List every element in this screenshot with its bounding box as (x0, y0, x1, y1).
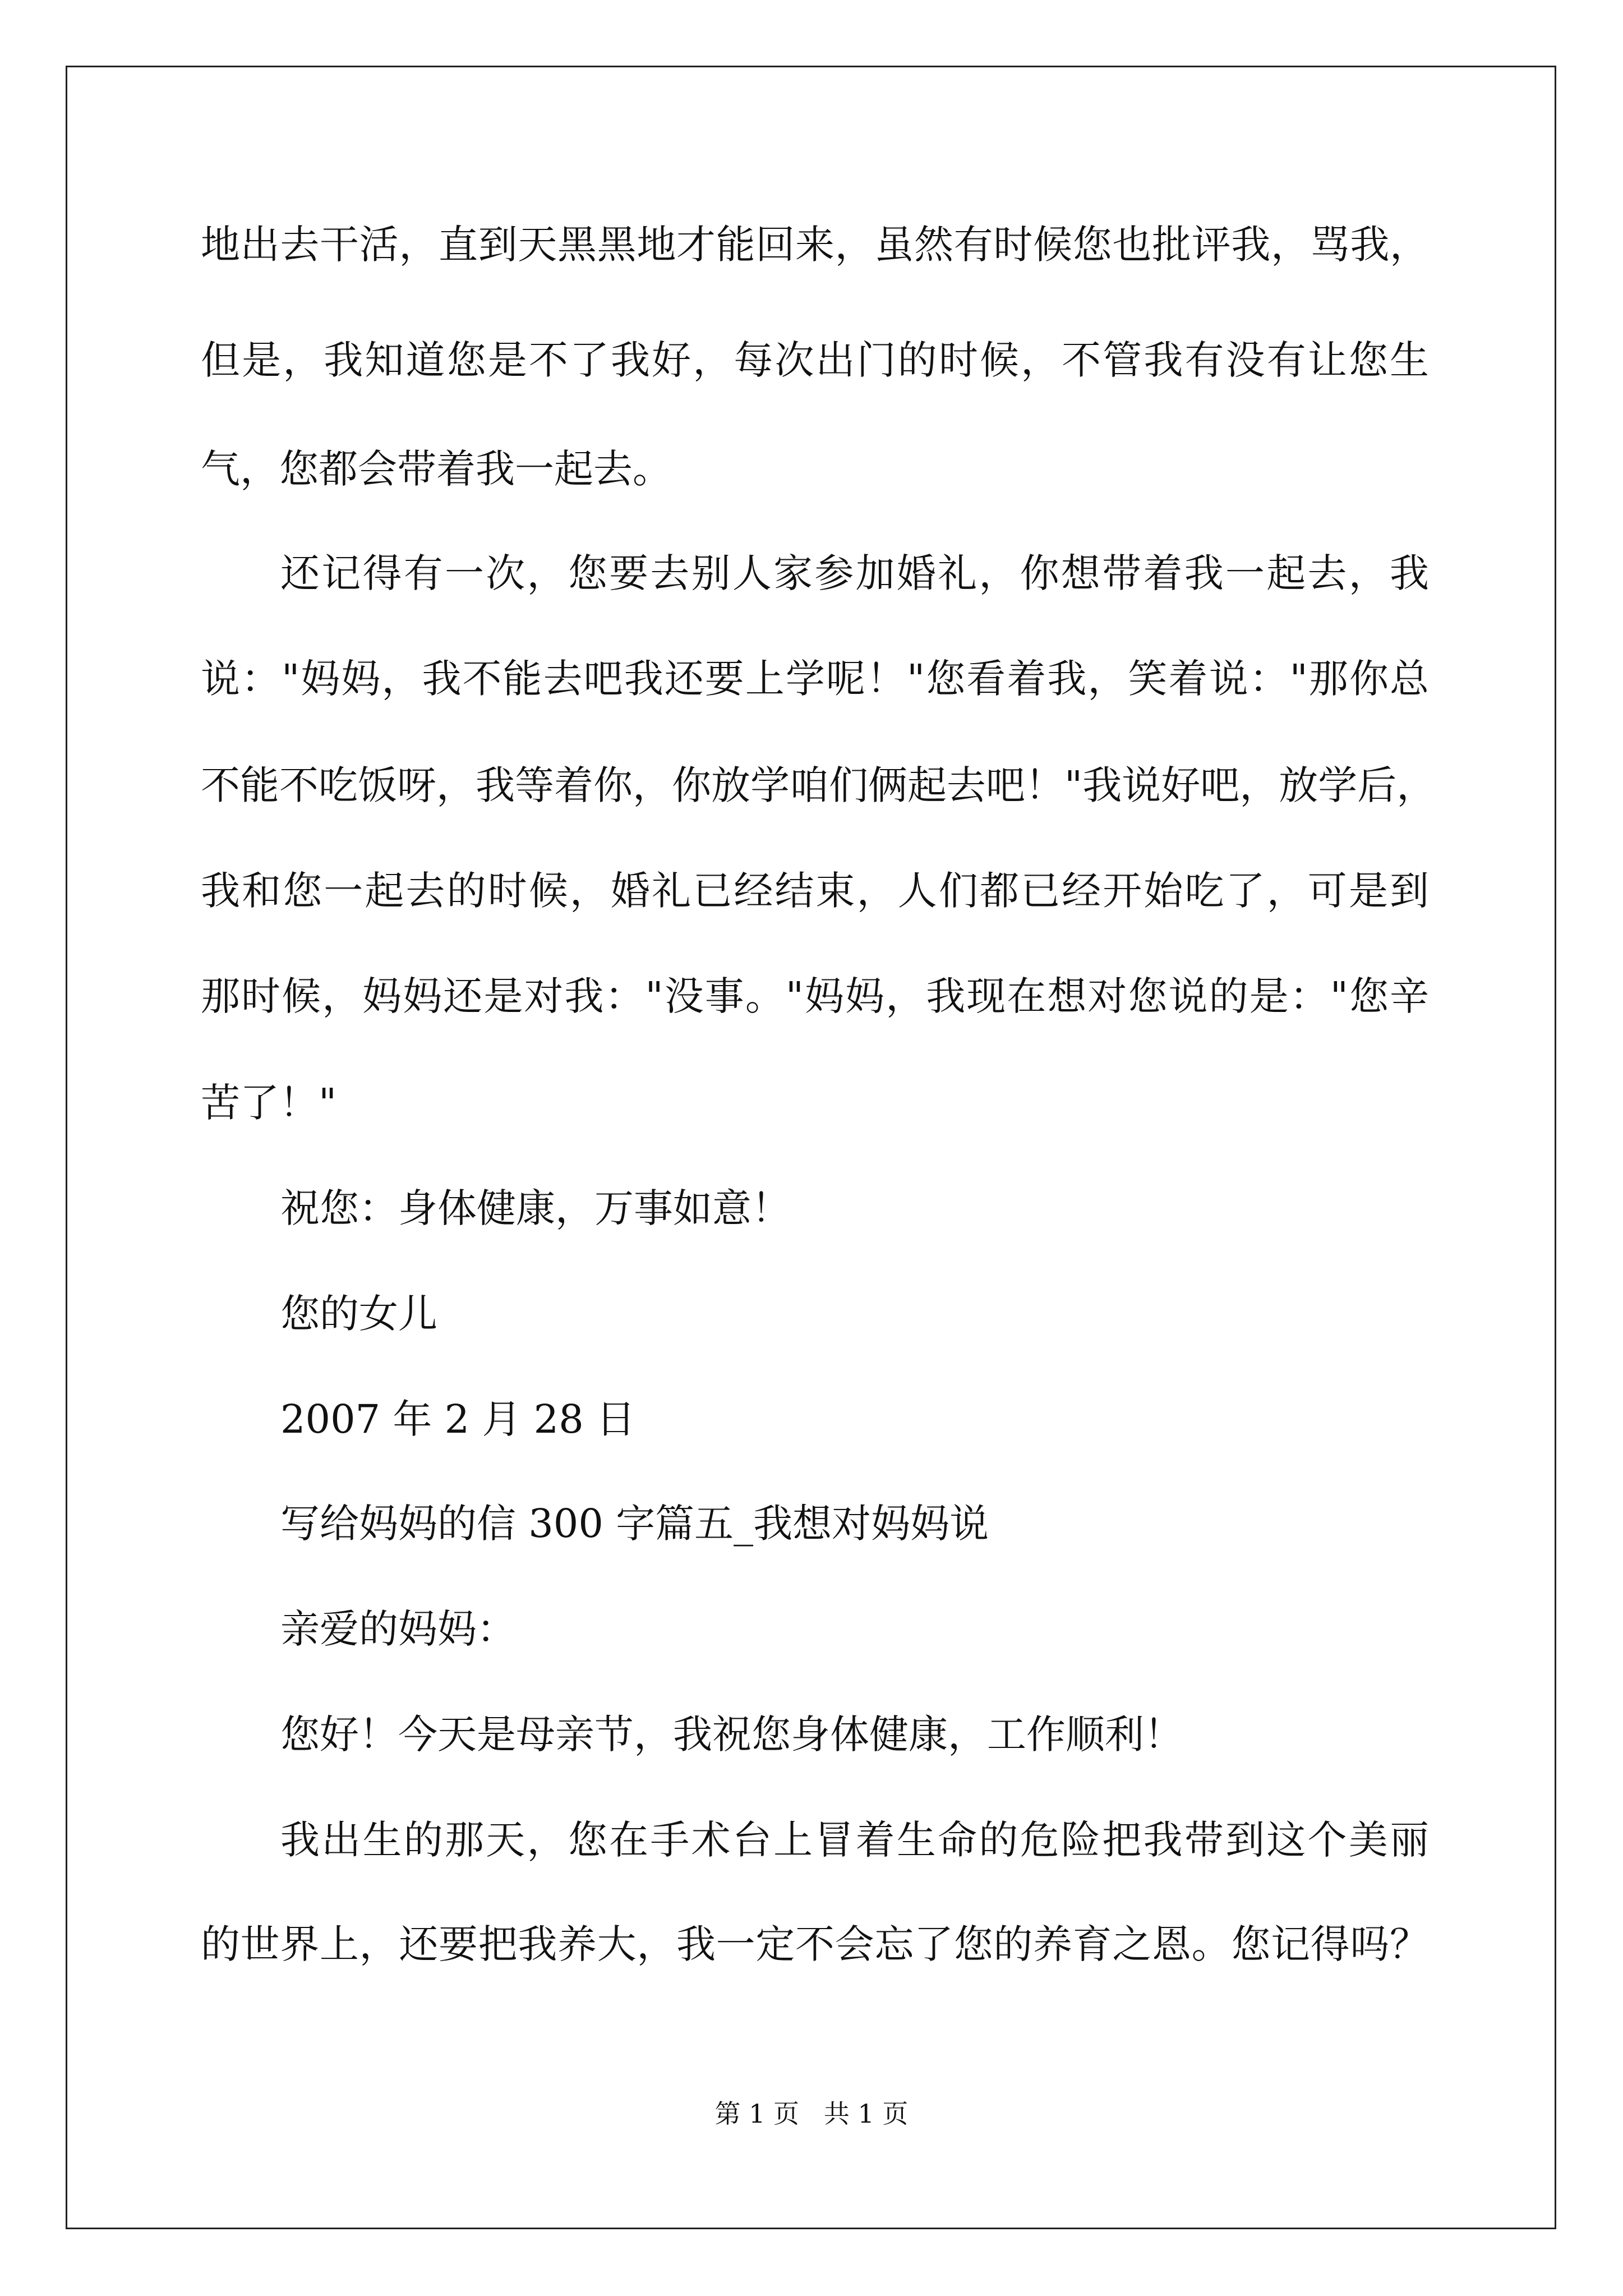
paragraph-line: 但是，我知道您是不了我好，每次出门的时候，不管我有没有让您生 (201, 337, 1429, 383)
paragraph-line: 不能不吃饭呀，我等着你，你放学咱们俩起去吧！"我说好吧，放学后， (201, 762, 1436, 808)
date-line: 2007 年 2 月 28 日 (280, 1396, 636, 1442)
paragraph-line: 苦了！" (201, 1080, 337, 1126)
paragraph-line: 我出生的那天，您在手术台上冒着生命的危险把我带到这个美丽 (280, 1817, 1429, 1863)
paragraph-line: 您好！今天是母亲节，我祝您身体健康，工作顺利！ (280, 1711, 1183, 1757)
closing-line: 祝您：身体健康，万事如意！ (280, 1185, 791, 1231)
paragraph-line: 说："妈妈，我不能去吧我还要上学呢！"您看着我，笑着说："那你总 (201, 656, 1429, 702)
section-title: 写给妈妈的信 300 字篇五_我想对妈妈说 (280, 1501, 989, 1547)
page-border (66, 66, 1556, 2229)
page-footer: 第 1 页 共 1 页 (714, 2099, 909, 2129)
paragraph-line: 我和您一起去的时候，婚礼已经结束，人们都已经开始吃了，可是到 (201, 868, 1429, 914)
paragraph-line: 还记得有一次，您要去别人家参加婚礼，你想带着我一起去，我 (280, 550, 1429, 596)
paragraph-line: 的世界上，还要把我养大，我一定不会忘了您的养育之恩。您记得吗？ (201, 1921, 1429, 1967)
signature-line: 您的女儿 (280, 1291, 437, 1337)
paragraph-line: 地出去干活，直到天黑黑地才能回来，虽然有时候您也批评我，骂我， (201, 222, 1429, 268)
salutation-line: 亲爱的妈妈： (280, 1606, 516, 1652)
paragraph-line: 那时候，妈妈还是对我："没事。"妈妈，我现在想对您说的是："您辛 (201, 973, 1429, 1019)
paragraph-line: 气，您都会带着我一起去。 (201, 446, 672, 492)
